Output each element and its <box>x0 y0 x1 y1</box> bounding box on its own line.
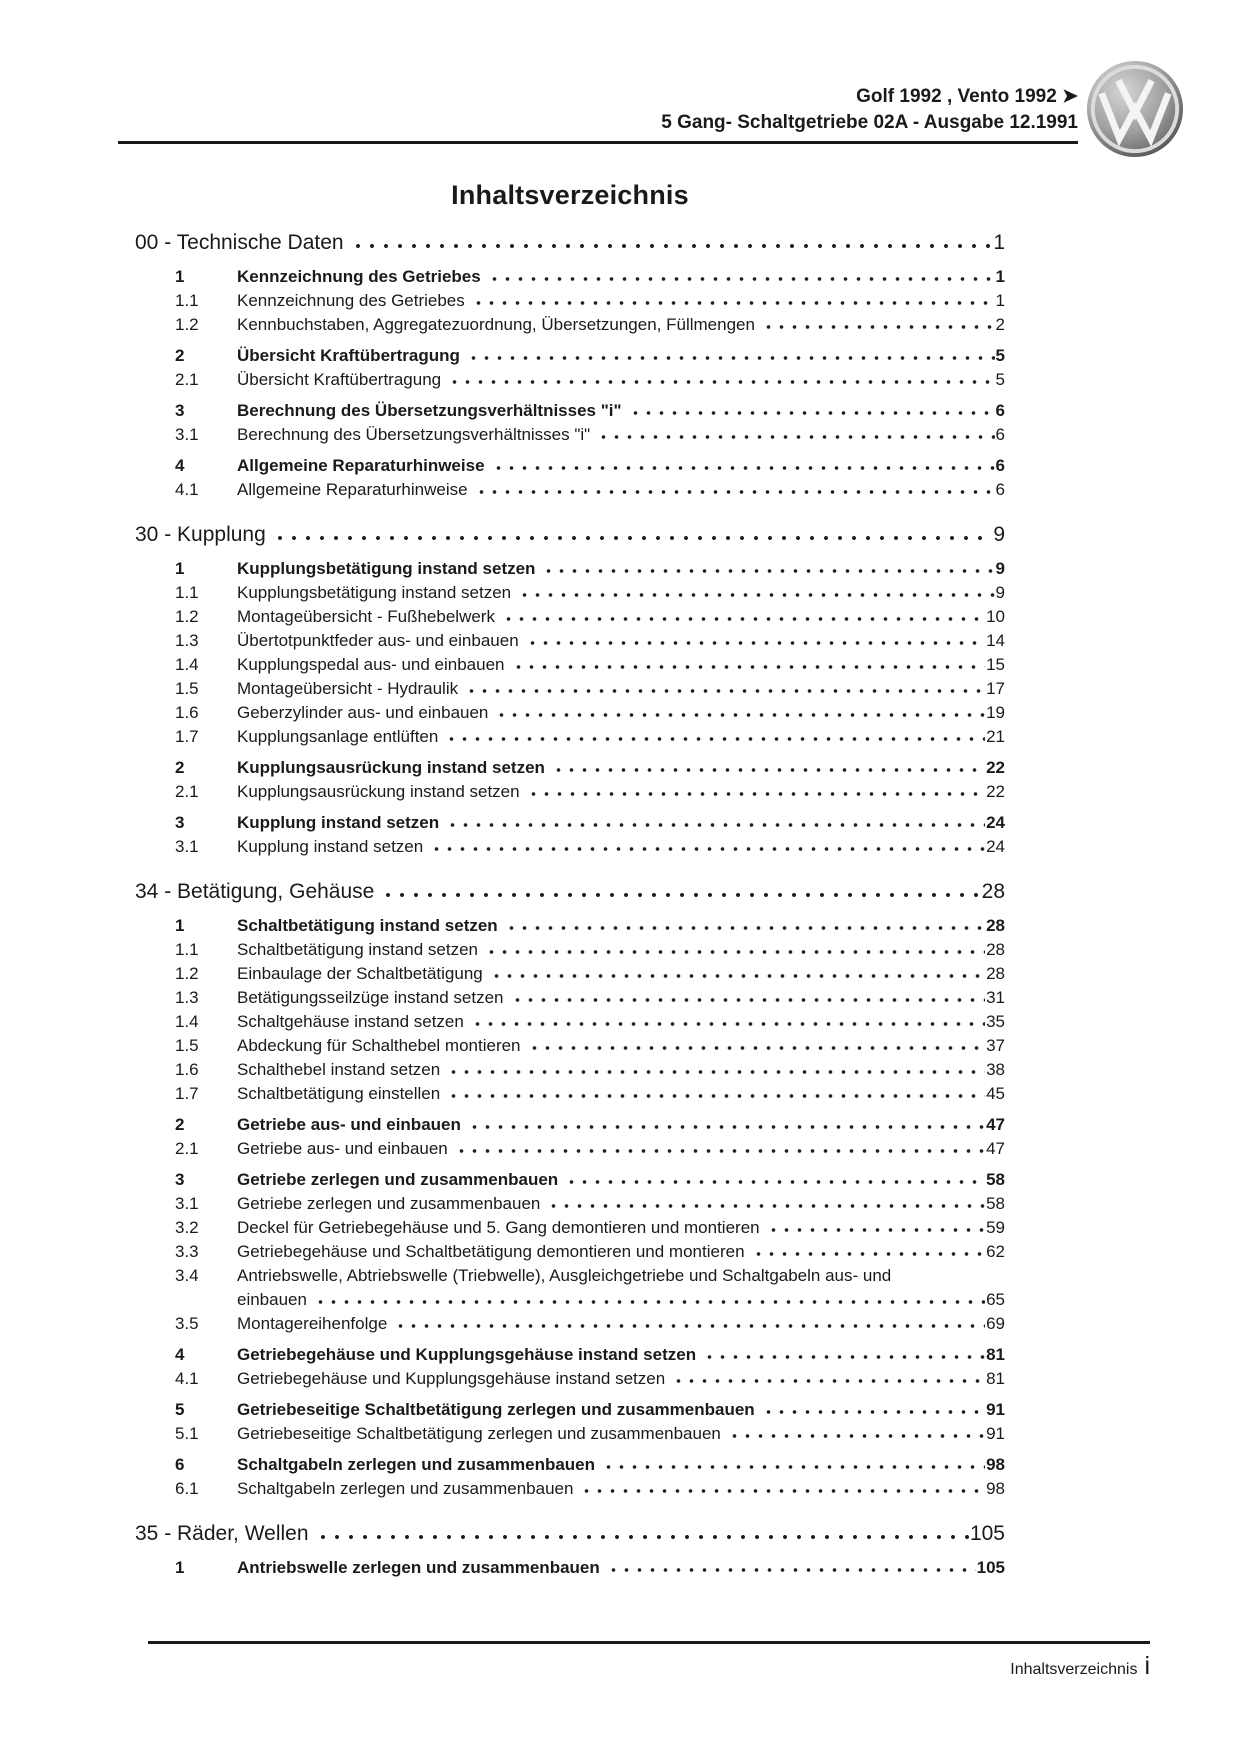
page-title: Inhaltsverzeichnis <box>451 180 689 210</box>
toc-entry <box>175 780 1005 804</box>
entry-number: 2.1 <box>175 370 199 389</box>
chapter-dot-leader <box>351 228 993 258</box>
entry-title: Übertotpunktfeder aus- und einbauen <box>237 631 519 650</box>
entry-title: Getriebe aus- und einbauen <box>237 1139 448 1158</box>
entry-page-number: 59 <box>986 1218 1005 1237</box>
chapter-label: 30 - Kupplung <box>135 523 266 546</box>
page-header <box>118 84 1078 144</box>
entry-number: 3.1 <box>175 837 199 856</box>
page-footer <box>148 1652 1150 1681</box>
entry-dot-leader <box>475 478 995 502</box>
entry-number: 1.3 <box>175 988 199 1007</box>
entry-dot-leader <box>512 653 986 677</box>
entry-title: Getriebegehäuse und Kupplungsgehäuse instand setzen <box>237 1345 697 1364</box>
toc-entry <box>175 1398 1005 1422</box>
entry-page-number: 98 <box>986 1455 1005 1474</box>
entry-number: 1.6 <box>175 703 199 722</box>
entry-dot-leader <box>446 811 985 835</box>
entry-dot-leader <box>447 1058 985 1082</box>
entry-number: 1.6 <box>175 1060 199 1079</box>
entry-number: 4 <box>175 1345 185 1364</box>
entry-number: 3.5 <box>175 1314 199 1333</box>
entry-title: Kupplungsausrückung instand setzen <box>237 782 520 801</box>
entry-dot-leader <box>580 1477 985 1501</box>
toc-entry <box>175 1216 1005 1240</box>
entry-title: Abdeckung für Schalthebel montieren <box>237 1036 521 1055</box>
entry-number: 6 <box>175 1455 185 1474</box>
toc-entry <box>175 677 1005 701</box>
toc-entry <box>175 1477 1005 1501</box>
entry-title: Antriebswelle, Abtriebswelle (Triebwelle), Ausgleichgetriebe und Schaltgabeln aus- und <box>237 1266 892 1285</box>
entry-number: 1.1 <box>175 583 199 602</box>
toc-entry <box>175 478 1005 502</box>
chapter-label: 34 - Betätigung, Gehäuse <box>135 880 375 903</box>
entry-page-number: 37 <box>986 1036 1005 1055</box>
entry-dot-leader <box>552 756 985 780</box>
entry-dot-leader <box>485 938 985 962</box>
toc-entry <box>175 289 1005 313</box>
entry-dot-leader <box>511 986 986 1010</box>
vw-logo-icon <box>1086 60 1184 158</box>
toc-entry <box>175 605 1005 629</box>
chapter-label: 35 - Räder, Wellen <box>135 1522 309 1545</box>
entry-title: Betätigungsseilzüge instand setzen <box>237 988 504 1007</box>
entry-number: 4 <box>175 456 185 475</box>
entry-page-number: 58 <box>986 1170 1005 1189</box>
entry-dot-leader <box>767 1216 985 1240</box>
chapter-page-number: 9 <box>993 523 1005 546</box>
entry-dot-leader <box>528 1034 986 1058</box>
entry-page-number: 24 <box>986 837 1005 856</box>
entry-dot-leader <box>672 1367 985 1391</box>
entry-title: Geberzylinder aus- und einbauen <box>237 703 489 722</box>
entry-page-number: 91 <box>986 1400 1005 1419</box>
footer-rule <box>148 1641 1150 1644</box>
entry-number: 2 <box>175 758 185 777</box>
entry-number: 2.1 <box>175 1139 199 1158</box>
toc-entry <box>175 756 1005 780</box>
entry-title: Schaltgabeln zerlegen und zusammenbauen <box>237 1479 574 1498</box>
entry-page-number: 28 <box>986 916 1005 935</box>
entry-number: 3 <box>175 813 185 832</box>
entry-title: Kupplung instand setzen <box>237 837 424 856</box>
entry-dot-leader <box>597 423 994 447</box>
entry-dot-leader <box>471 1010 985 1034</box>
entry-page-number: 6 <box>995 401 1005 420</box>
toc-entry <box>175 368 1005 392</box>
entry-dot-leader <box>602 1453 985 1477</box>
chapter-page-number: 1 <box>993 231 1005 254</box>
entry-title: Schalthebel instand setzen <box>237 1060 441 1079</box>
entry-title: Montageübersicht - Fußhebelwerk <box>237 607 495 626</box>
toc-entry <box>175 313 1005 337</box>
entry-title: Kennzeichnung des Getriebes <box>237 267 481 286</box>
entry-title: Deckel für Getriebegehäuse und 5. Gang demontieren und montieren <box>237 1218 760 1237</box>
toc-chapter-heading <box>135 228 1005 258</box>
entry-page-number: 10 <box>986 607 1005 626</box>
entry-number: 1.2 <box>175 607 199 626</box>
entry-page-number: 98 <box>986 1479 1005 1498</box>
entry-number: 1.1 <box>175 291 199 310</box>
entry-title: Getriebe zerlegen und zusammenbauen <box>237 1194 541 1213</box>
entry-number: 1.5 <box>175 1036 199 1055</box>
entry-title: Einbaulage der Schaltbetätigung <box>237 964 483 983</box>
entry-title: Getriebeseitige Schaltbetätigung zerlegen und zusammenbauen <box>237 1400 755 1419</box>
entry-number: 1.3 <box>175 631 199 650</box>
entry-title: Kupplungsbetätigung instand setzen <box>237 559 536 578</box>
entry-dot-leader <box>455 1137 985 1161</box>
toc-entry <box>175 914 1005 938</box>
entry-number-spacer <box>175 1288 237 1312</box>
entry-dot-leader <box>547 1192 985 1216</box>
entry-title: Berechnung des Übersetzungsverhältnisses "i" <box>237 401 622 420</box>
toc-entry <box>175 701 1005 725</box>
entry-dot-leader <box>762 1398 985 1422</box>
toc-chapter <box>135 228 1005 502</box>
entry-page-number: 6 <box>995 456 1005 475</box>
entry-page-number: 38 <box>986 1060 1005 1079</box>
toc-entry <box>175 1422 1005 1446</box>
entry-page-number: 47 <box>986 1139 1005 1158</box>
entry-title: Schaltbetätigung einstellen <box>237 1084 441 1103</box>
entry-dot-leader <box>468 1113 985 1137</box>
entry-page-number: 22 <box>986 782 1005 801</box>
toc-entry <box>175 557 1005 581</box>
entry-dot-leader <box>502 605 985 629</box>
entry-number: 1.7 <box>175 727 199 746</box>
entry-title: Antriebswelle zerlegen und zusammenbauen <box>237 1558 600 1577</box>
entry-title-continued: einbauen <box>237 1290 307 1309</box>
entry-title: Montagereihenfolge <box>237 1314 388 1333</box>
entry-dot-leader <box>495 701 985 725</box>
entry-number: 3.4 <box>175 1266 199 1285</box>
entry-title: Kupplungsbetätigung instand setzen <box>237 583 512 602</box>
entry-dot-leader <box>448 368 994 392</box>
toc-entry <box>175 399 1005 423</box>
entry-page-number: 69 <box>986 1314 1005 1333</box>
entry-number: 3.1 <box>175 1194 199 1213</box>
entry-number: 1 <box>175 267 185 286</box>
entry-title: Schaltbetätigung instand setzen <box>237 940 479 959</box>
toc-entry <box>175 344 1005 368</box>
entry-number: 1 <box>175 916 185 935</box>
entry-title: Übersicht Kraftübertragung <box>237 346 460 365</box>
toc-entry <box>175 423 1005 447</box>
entry-dot-leader <box>488 265 995 289</box>
chapter-dot-leader <box>316 1519 969 1549</box>
entry-page-number: 45 <box>986 1084 1005 1103</box>
entry-page-number: 19 <box>986 703 1005 722</box>
toc-entry <box>175 1556 1005 1580</box>
entry-dot-leader <box>607 1556 976 1580</box>
toc-entry <box>175 1168 1005 1192</box>
toc-entry <box>175 811 1005 835</box>
toc-entry-continuation <box>175 1288 1005 1312</box>
chapter-page-number: 28 <box>981 880 1005 903</box>
entry-page-number: 21 <box>986 727 1005 746</box>
entry-page-number: 1 <box>995 267 1005 286</box>
entry-page-number: 35 <box>986 1012 1005 1031</box>
entry-number: 2.1 <box>175 782 199 801</box>
entry-number: 1.7 <box>175 1084 199 1103</box>
toc-entry <box>175 1343 1005 1367</box>
entry-title: Schaltbetätigung instand setzen <box>237 916 498 935</box>
entry-title: Schaltgehäuse instand setzen <box>237 1012 464 1031</box>
toc-entry <box>175 1192 1005 1216</box>
entry-title: Getriebeseitige Schaltbetätigung zerlegen und zusammenbauen <box>237 1424 721 1443</box>
entry-title: Getriebe aus- und einbauen <box>237 1115 461 1134</box>
entry-number: 1 <box>175 559 185 578</box>
entry-number: 2 <box>175 1115 185 1134</box>
header-subtitle-line: 5 Gang- Schaltgetriebe 02A - Ausgabe 12.1991 <box>661 112 1078 133</box>
toc-entry <box>175 835 1005 859</box>
toc-chapter-heading <box>135 1519 1005 1549</box>
entry-page-number: 9 <box>995 583 1005 602</box>
entry-dot-leader <box>430 835 985 859</box>
entry-number: 2 <box>175 346 185 365</box>
entry-page-number: 22 <box>986 758 1005 777</box>
entry-number: 1.4 <box>175 655 199 674</box>
entry-number: 1.2 <box>175 315 199 334</box>
entry-title: Getriebegehäuse und Kupplungsgehäuse instand setzen <box>237 1369 666 1388</box>
entry-dot-leader <box>527 780 985 804</box>
chapter-label: 00 - Technische Daten <box>135 231 344 254</box>
entry-dot-leader <box>314 1288 985 1312</box>
toc-chapter-heading <box>135 520 1005 550</box>
entry-dot-leader <box>505 914 985 938</box>
toc-entry <box>175 1137 1005 1161</box>
entry-page-number: 28 <box>986 964 1005 983</box>
toc-entry <box>175 454 1005 478</box>
entry-page-number: 91 <box>986 1424 1005 1443</box>
toc-chapter <box>135 1519 1005 1580</box>
entry-dot-leader <box>542 557 994 581</box>
entry-page-number: 81 <box>986 1345 1005 1364</box>
entry-dot-leader <box>465 677 985 701</box>
entry-title: Kupplungsausrückung instand setzen <box>237 758 545 777</box>
entry-dot-leader <box>629 399 995 423</box>
entry-number: 6.1 <box>175 1479 199 1498</box>
entry-number: 1.5 <box>175 679 199 698</box>
entry-dot-leader <box>447 1082 985 1106</box>
entry-page-number: 14 <box>986 631 1005 650</box>
toc-entry <box>175 1312 1005 1336</box>
entry-title: Getriebegehäuse und Schaltbetätigung demontieren und montieren <box>237 1242 745 1261</box>
entry-dot-leader <box>565 1168 985 1192</box>
entry-dot-leader <box>526 629 985 653</box>
toc-chapter <box>135 877 1005 1501</box>
entry-number: 1.1 <box>175 940 199 959</box>
toc-entry <box>175 1082 1005 1106</box>
entry-number: 4.1 <box>175 480 199 499</box>
entry-page-number: 5 <box>995 346 1005 365</box>
entry-number: 3.2 <box>175 1218 199 1237</box>
entry-dot-leader <box>752 1240 986 1264</box>
entry-title: Kupplung instand setzen <box>237 813 440 832</box>
entry-page-number: 5 <box>995 370 1005 389</box>
toc-entry <box>175 581 1005 605</box>
chapter-dot-leader <box>381 877 980 907</box>
entry-page-number: 28 <box>986 940 1005 959</box>
entry-page-number: 9 <box>995 559 1005 578</box>
entry-dot-leader <box>762 313 995 337</box>
entry-title: Kupplungspedal aus- und einbauen <box>237 655 505 674</box>
entry-number: 3 <box>175 1170 185 1189</box>
entry-title: Allgemeine Reparaturhinweise <box>237 456 485 475</box>
entry-page-number: 2 <box>995 315 1005 334</box>
entry-title: Kupplungsanlage entlüften <box>237 727 439 746</box>
toc-entry <box>175 1240 1005 1264</box>
toc-entry <box>175 629 1005 653</box>
toc-entry <box>175 1113 1005 1137</box>
entry-dot-leader <box>703 1343 985 1367</box>
toc-entry <box>175 1058 1005 1082</box>
entry-title: Berechnung des Übersetzungsverhältnisses "i" <box>237 425 591 444</box>
entry-number: 1.4 <box>175 1012 199 1031</box>
entry-title: Montageübersicht - Hydraulik <box>237 679 459 698</box>
entry-title: Getriebe zerlegen und zusammenbauen <box>237 1170 559 1189</box>
toc-chapter-heading <box>135 877 1005 907</box>
entry-dot-leader <box>472 289 995 313</box>
entry-dot-leader <box>492 454 995 478</box>
entry-number: 3.3 <box>175 1242 199 1261</box>
entry-page-number: 65 <box>986 1290 1005 1309</box>
entry-page-number: 24 <box>986 813 1005 832</box>
toc-entry <box>175 986 1005 1010</box>
entry-page-number: 1 <box>995 291 1005 310</box>
toc-entry <box>175 938 1005 962</box>
entry-title: Kennbuchstaben, Aggregatezuordnung, Übersetzungen, Füllmengen <box>237 315 755 334</box>
entry-page-number: 58 <box>986 1194 1005 1213</box>
entry-dot-leader <box>518 581 994 605</box>
entry-page-number: 81 <box>986 1369 1005 1388</box>
entry-number: 5.1 <box>175 1424 199 1443</box>
header-model-line: Golf 1992 , Vento 1992 ➤ <box>856 86 1078 107</box>
footer-page-number: i <box>1144 1652 1150 1680</box>
entry-number: 3 <box>175 401 185 420</box>
entry-page-number: 15 <box>986 655 1005 674</box>
toc-entry <box>175 1010 1005 1034</box>
entry-page-number: 17 <box>986 679 1005 698</box>
entry-number: 5 <box>175 1400 185 1419</box>
entry-title: Übersicht Kraftübertragung <box>237 370 442 389</box>
table-of-contents <box>135 228 1005 1580</box>
entry-number: 1 <box>175 1558 185 1577</box>
entry-page-number: 105 <box>976 1558 1005 1577</box>
entry-page-number: 62 <box>986 1242 1005 1261</box>
entry-title: Schaltgabeln zerlegen und zusammenbauen <box>237 1455 596 1474</box>
entry-page-number: 31 <box>986 988 1005 1007</box>
entry-dot-leader <box>490 962 985 986</box>
chapter-page-number: 105 <box>969 1522 1005 1545</box>
entry-dot-leader <box>445 725 985 749</box>
toc-entry <box>175 265 1005 289</box>
entry-number: 3.1 <box>175 425 199 444</box>
toc-entry <box>175 962 1005 986</box>
toc-entry <box>175 1367 1005 1391</box>
toc-entry <box>175 1453 1005 1477</box>
toc-entry <box>175 1264 1005 1288</box>
entry-dot-leader <box>394 1312 985 1336</box>
entry-page-number: 47 <box>986 1115 1005 1134</box>
header-rule <box>118 141 1078 144</box>
entry-title: Kennzeichnung des Getriebes <box>237 291 465 310</box>
toc-chapter <box>135 520 1005 859</box>
entry-dot-leader <box>728 1422 985 1446</box>
entry-title: Allgemeine Reparaturhinweise <box>237 480 468 499</box>
footer-label: Inhaltsverzeichnis <box>1010 1661 1138 1678</box>
entry-number: 1.2 <box>175 964 199 983</box>
entry-dot-leader <box>467 344 995 368</box>
toc-entry <box>175 725 1005 749</box>
toc-entry <box>175 653 1005 677</box>
chapter-dot-leader <box>273 520 993 550</box>
entry-page-number: 6 <box>995 425 1005 444</box>
toc-entry <box>175 1034 1005 1058</box>
entry-number: 4.1 <box>175 1369 199 1388</box>
entry-page-number: 6 <box>995 480 1005 499</box>
